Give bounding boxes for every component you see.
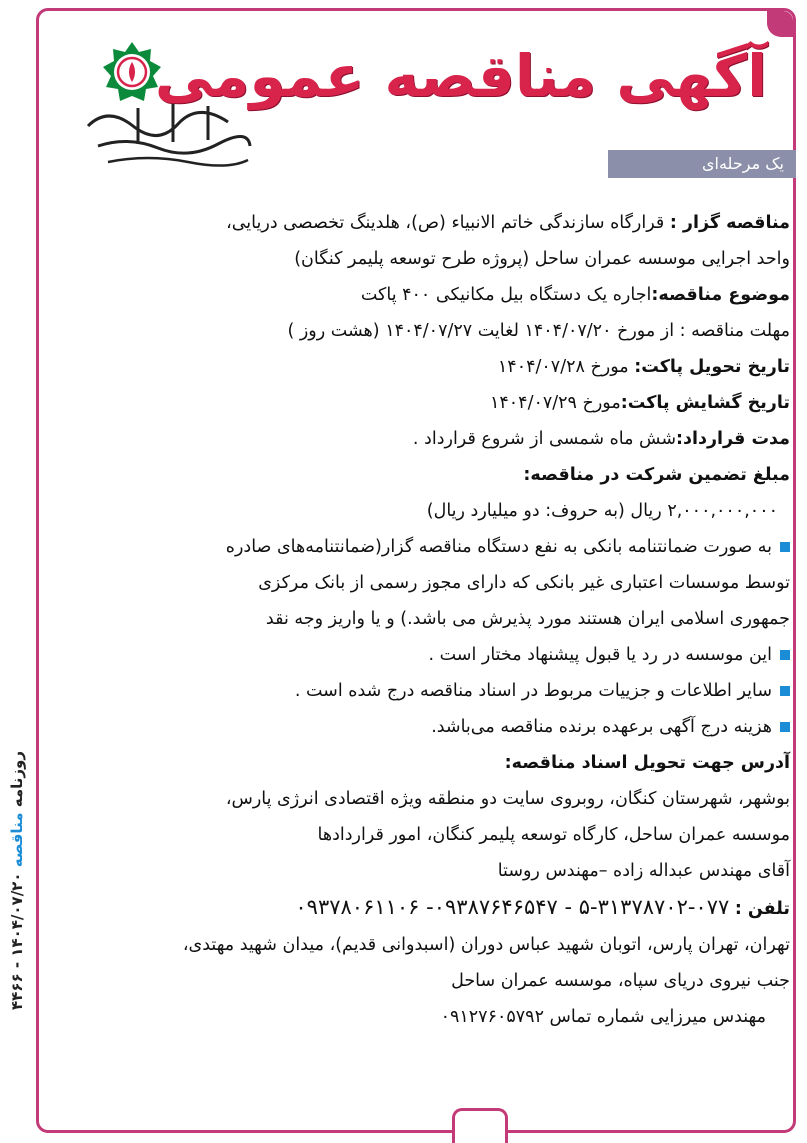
tenderer-label: مناقصه گزار :: [669, 213, 790, 233]
guarantee-amount: ۲,۰۰۰,۰۰۰,۰۰۰ ریال (به حروف: دو میلیارد ریال): [426, 501, 778, 521]
bullet-item-ad-cost: هزینه درج آگهی برعهده برنده مناقصه می‌باشد.: [70, 709, 790, 745]
delivery-label: تاریخ تحویل پاکت:: [634, 357, 790, 377]
subject-line: [70, 277, 790, 313]
subject-text: اجاره یک دستگاه بیل مکانیکی ۴۰۰ پاکت: [360, 285, 652, 305]
tenderer-text: قرارگاه سازندگی خاتم الانبیاء (ص)، هلدینگ تخصصی دریایی،: [226, 213, 665, 233]
issue-info: ۱۴۰۴/۰۷/۲۰ - ۴۴۶۶: [8, 872, 26, 1010]
newspaper-side-label: [8, 751, 26, 1010]
corner-tab: [767, 11, 793, 37]
phone-label: تلفن :: [734, 899, 790, 919]
phone-line: [70, 889, 790, 927]
tenderer-line: [70, 205, 790, 241]
bullet-item-guarantee-cont-1: توسط موسسات اعتباری غیر بانکی که دارای مجوز رسمی از بانک مرکزی: [258, 573, 790, 593]
phone-numbers: ۰۷۷-۳۱۳۷۸۷۰۲-۵ - ۰۹۳۸۷۶۴۶۵۴۷- ۰۹۳۷۸۰۶۱۱۰۶: [295, 895, 730, 919]
tenderer-line-2: واحد اجرایی موسسه عمران ساحل (پروژه طرح توسعه پلیمر کنگان): [294, 249, 790, 269]
address-line-3: آقای مهندس عبداله زاده –مهندس روستا: [497, 861, 790, 881]
delivery-line: [70, 349, 790, 385]
opening-text: مورخ ۱۴۰۴/۰۷/۲۹: [489, 393, 621, 413]
subject-label: موضوع مناقصه:: [651, 285, 790, 305]
address-header: آدرس جهت تحویل اسناد مناقصه:: [504, 753, 790, 773]
address-line-1: بوشهر، شهرستان کنگان، روبروی سایت دو منطقه ویژه اقتصادی انرژی پارس،: [225, 789, 790, 809]
deadline-line: مهلت مناقصه : از مورخ ۱۴۰۴/۰۷/۲۰ لغایت ۱۴۰۴/۰۷/۲۷ (هشت روز ): [287, 321, 790, 341]
guarantee-header: مبلغ تضمین شرکت در مناقصه:: [523, 465, 790, 485]
announcement-body: [70, 205, 790, 1035]
bullet-item-discretion: این موسسه در رد یا قبول پیشنهاد مختار است .: [70, 637, 790, 673]
contact-line: مهندس میرزایی شماره تماس ۰۹۱۲۷۶۰۵۷۹۲: [440, 1007, 766, 1027]
delivery-text: مورخ ۱۴۰۴/۰۷/۲۸: [497, 357, 629, 377]
duration-text: شش ماه شمسی از شروع قرارداد .: [412, 429, 676, 449]
tehran-address-line-2: جنب نیروی دریای سپاه، موسسه عمران ساحل: [451, 971, 790, 991]
tehran-address-line-1: تهران، تهران پارس، اتوبان شهید عباس دوران (اسبدوانی قدیم)، میدان شهید مهتدی،: [182, 935, 790, 955]
bullet-item-documents: سایر اطلاعات و جزییات مربوط در اسناد مناقصه درج شده است .: [70, 673, 790, 709]
page-title: آگهی مناقصه عمومی: [154, 42, 767, 110]
bullet-item-guarantee-cont-2: جمهوری اسلامی ایران هستند مورد پذیرش می باشد.) و یا واریز وجه نقد: [265, 609, 790, 629]
opening-label: تاریخ گشایش پاکت:: [620, 393, 790, 413]
stage-badge: یک مرحله‌ای: [608, 150, 796, 178]
newspaper-name: روزنامه: [8, 751, 26, 808]
bullet-item-guarantee: به صورت ضمانتنامه بانکی به نفع دستگاه مناقصه گزار(ضمانتنامه‌های صادره: [70, 529, 790, 565]
newspaper-brand: مناقصه: [8, 812, 26, 868]
duration-label: مدت قرارداد:: [676, 429, 790, 449]
opening-line: [70, 385, 790, 421]
duration-line: [70, 421, 790, 457]
bottom-tab: [452, 1108, 508, 1143]
address-line-2: موسسه عمران ساحل، کارگاه توسعه پلیمر کنگان، امور قراردادها: [317, 825, 790, 845]
